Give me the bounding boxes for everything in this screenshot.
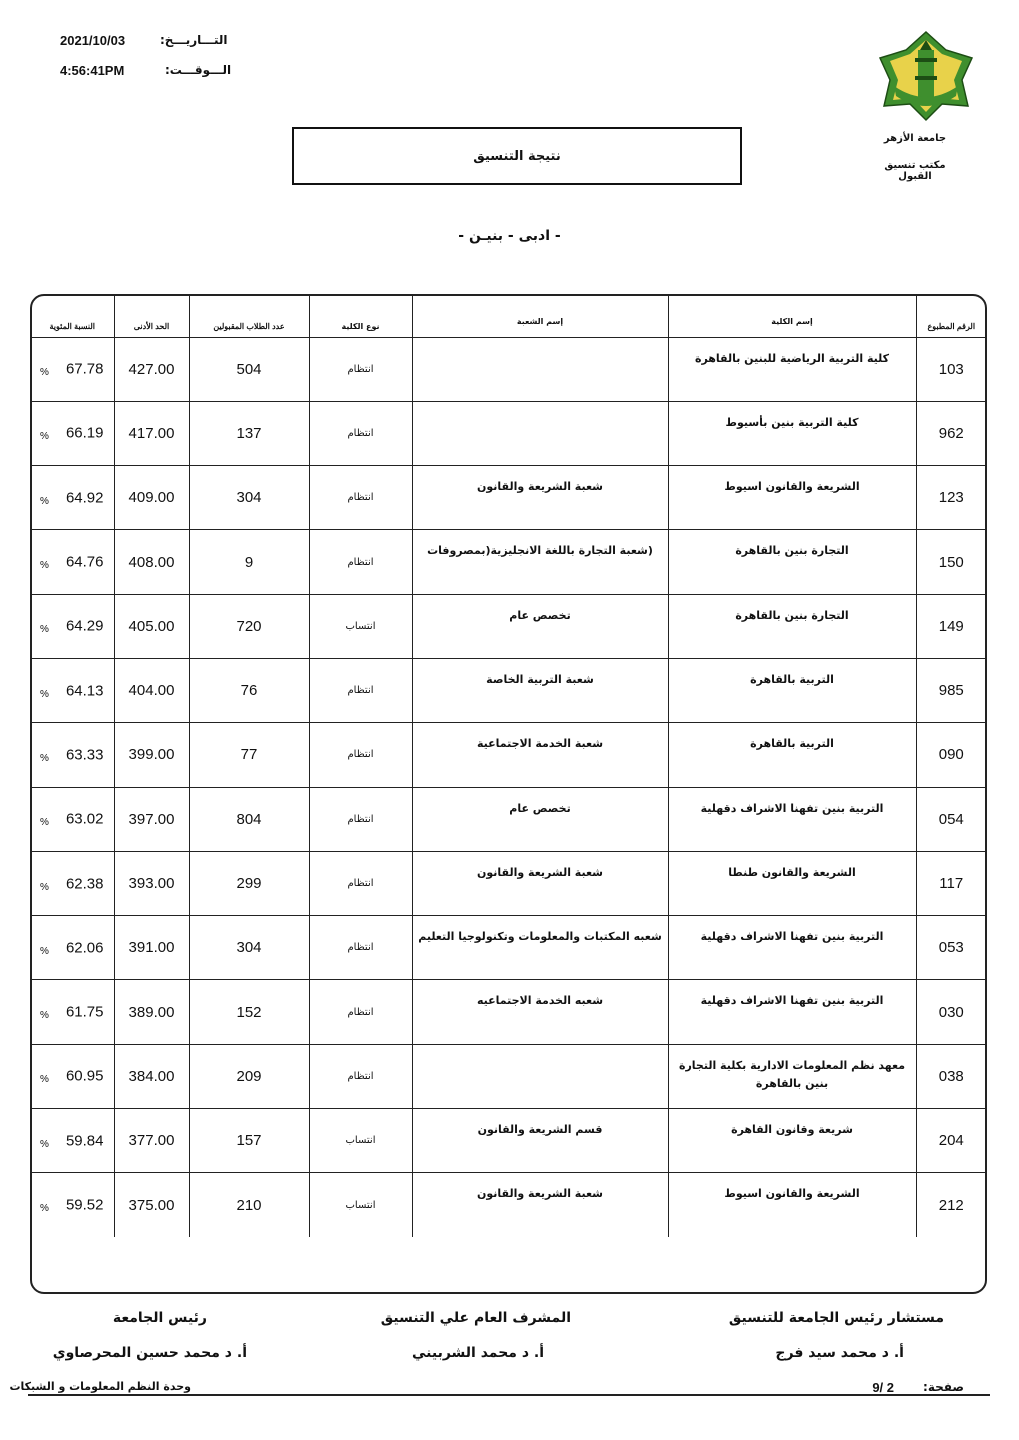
cell-accepted: 210	[189, 1173, 309, 1237]
cell-code: 117	[916, 851, 986, 915]
cell-faculty: الشريعة والقانون اسيوط	[668, 466, 916, 530]
cell-accepted: 137	[189, 401, 309, 465]
advisor-name: أ. د محمد سيد فرج	[775, 1345, 904, 1361]
cell-type: انتظام	[309, 401, 412, 465]
col-header-type: نوع الكلية	[309, 295, 412, 337]
cell-type: انتظام	[309, 1044, 412, 1108]
cell-code: 090	[916, 723, 986, 787]
cell-min-score: 384.00	[114, 1044, 189, 1108]
percent-sign: %	[40, 688, 49, 700]
table-row	[31, 594, 986, 658]
percent-value: 60.95	[65, 1067, 104, 1085]
percent-value: 62.06	[65, 939, 104, 957]
percent-value: 64.92	[65, 489, 104, 507]
cell-code: 149	[916, 594, 986, 658]
percent-value: 62.38	[65, 875, 104, 893]
cell-min-score: 377.00	[114, 1109, 189, 1173]
table-row	[31, 1173, 986, 1237]
cell-percent	[31, 1044, 114, 1108]
table-row	[31, 723, 986, 787]
cell-code: 204	[916, 1109, 986, 1173]
cell-type: انتظام	[309, 466, 412, 530]
cell-type: انتظام	[309, 916, 412, 980]
percent-sign: %	[40, 817, 49, 829]
percent-sign: %	[40, 367, 49, 379]
cell-min-score: 391.00	[114, 916, 189, 980]
cell-type: انتظام	[309, 337, 412, 401]
cell-percent	[31, 787, 114, 851]
university-name: جامعة الأزهر	[883, 133, 947, 144]
table-row	[31, 337, 986, 401]
cell-accepted: 209	[189, 1044, 309, 1108]
cell-type: انتظام	[309, 530, 412, 594]
cell-percent	[31, 1173, 114, 1237]
percent-value: 63.33	[65, 746, 104, 764]
percent-sign: %	[40, 495, 49, 507]
percent-sign: %	[40, 1203, 49, 1215]
col-header-division: إسم الشعبة	[412, 295, 668, 337]
page-number: 9/ 2	[872, 1380, 894, 1395]
cell-min-score: 393.00	[114, 851, 189, 915]
cell-accepted: 76	[189, 658, 309, 722]
cell-min-score: 409.00	[114, 466, 189, 530]
cell-division: شعبه الخدمة الاجتماعيه	[412, 980, 668, 1044]
percent-value: 67.78	[65, 360, 104, 378]
cell-code: 054	[916, 787, 986, 851]
cell-division: شعبة التربية الخاصة	[412, 658, 668, 722]
cell-faculty: التجارة بنين بالقاهرة	[668, 594, 916, 658]
cell-division	[412, 401, 668, 465]
col-header-accepted: عدد الطلاب المقبولين	[189, 295, 309, 337]
date-value: 2021/10/03	[60, 33, 126, 48]
cell-division: (شعبة التجارة باللغة الانجليزية(بمصروفات	[412, 530, 668, 594]
cell-percent	[31, 723, 114, 787]
cell-percent	[31, 658, 114, 722]
table-row	[31, 401, 986, 465]
cell-code: 038	[916, 1044, 986, 1108]
cell-accepted: 304	[189, 466, 309, 530]
cell-min-score: 404.00	[114, 658, 189, 722]
cell-division: شعبه المكتبات والمعلومات وتكنولوجيا التعليم	[412, 916, 668, 980]
table-row	[31, 787, 986, 851]
cell-code: 150	[916, 530, 986, 594]
col-header-faculty: إسم الكلية	[668, 295, 916, 337]
cell-code: 123	[916, 466, 986, 530]
table-row	[31, 658, 986, 722]
percent-sign: %	[40, 560, 49, 572]
cell-division: شعبة الخدمة الاجتماعية	[412, 723, 668, 787]
cell-percent	[31, 466, 114, 530]
cell-percent	[31, 594, 114, 658]
cell-faculty: التربية بالقاهرة	[668, 723, 916, 787]
cell-faculty: معهد نظم المعلومات الادارية بكلية التجارة بنين بالقاهرة	[668, 1044, 916, 1108]
cell-division: قسم الشريعة والقانون	[412, 1109, 668, 1173]
percent-sign: %	[40, 1010, 49, 1022]
cell-faculty: التربية بنين تفهنا الاشراف دقهلية	[668, 916, 916, 980]
cell-faculty: كلية التربية الرياضية للبنين بالقاهرة	[668, 337, 916, 401]
cell-division: شعبة الشريعة والقانون	[412, 1173, 668, 1237]
cell-accepted: 152	[189, 980, 309, 1044]
cell-min-score: 399.00	[114, 723, 189, 787]
cell-faculty: كلية التربية بنين بأسيوط	[668, 401, 916, 465]
cell-type: انتظام	[309, 723, 412, 787]
table-header-row	[31, 295, 986, 337]
cell-division	[412, 1044, 668, 1108]
cell-type: انتظام	[309, 787, 412, 851]
cell-faculty: شريعة وقانون القاهرة	[668, 1109, 916, 1173]
percent-value: 64.29	[65, 617, 104, 635]
unit-name: وحدة النظم المعلومات و الشبكات	[9, 1380, 191, 1393]
percent-sign: %	[40, 431, 49, 443]
table-row	[31, 851, 986, 915]
footer-rule	[28, 1394, 990, 1396]
cell-type: انتظام	[309, 658, 412, 722]
cell-code: 030	[916, 980, 986, 1044]
cell-division: شعبة الشريعة والقانون	[412, 466, 668, 530]
percent-value: 59.84	[65, 1132, 104, 1150]
cell-accepted: 720	[189, 594, 309, 658]
cell-percent	[31, 530, 114, 594]
cell-percent	[31, 1109, 114, 1173]
col-header-percent: النسبة المئوية	[31, 295, 114, 337]
cell-min-score: 427.00	[114, 337, 189, 401]
percent-sign: %	[40, 945, 49, 957]
cell-code: 985	[916, 658, 986, 722]
cell-accepted: 9	[189, 530, 309, 594]
cell-min-score: 417.00	[114, 401, 189, 465]
office-name: مكتب تنسيق القبول	[884, 160, 946, 182]
table-row	[31, 1109, 986, 1173]
cell-faculty: التجارة بنين بالقاهرة	[668, 530, 916, 594]
cell-code: 962	[916, 401, 986, 465]
cell-accepted: 77	[189, 723, 309, 787]
cell-min-score: 405.00	[114, 594, 189, 658]
cell-type: انتظام	[309, 980, 412, 1044]
table-row	[31, 530, 986, 594]
cell-percent	[31, 337, 114, 401]
cell-faculty: التربية بنين تفهنا الاشراف دقهلية	[668, 787, 916, 851]
cell-min-score: 375.00	[114, 1173, 189, 1237]
cell-code: 053	[916, 916, 986, 980]
advisor-title: مستشار رئيس الجامعة للتنسيق	[728, 1310, 944, 1326]
cell-division	[412, 337, 668, 401]
cell-faculty: التربية بالقاهرة	[668, 658, 916, 722]
table-row	[31, 916, 986, 980]
president-name: أ. د محمد حسين المحرصاوي	[52, 1345, 247, 1361]
supervisor-title: المشرف العام علي التنسيق	[380, 1310, 571, 1326]
percent-sign: %	[40, 1138, 49, 1150]
percent-sign: %	[40, 624, 49, 636]
report-title-box	[292, 127, 742, 185]
cell-accepted: 504	[189, 337, 309, 401]
cell-accepted: 299	[189, 851, 309, 915]
university-logo	[872, 28, 980, 124]
percent-value: 63.02	[65, 810, 104, 828]
time-value: 4:56:41PM	[60, 63, 125, 78]
percent-value: 64.13	[65, 682, 104, 700]
date-label: التـــاريـــخ:	[160, 33, 228, 47]
cell-percent	[31, 851, 114, 915]
table-row	[31, 466, 986, 530]
cell-division: تخصص عام	[412, 594, 668, 658]
cell-type: انتساب	[309, 594, 412, 658]
cell-faculty: الشريعة والقانون طنطا	[668, 851, 916, 915]
col-header-code: الرقم المطبوع	[916, 295, 986, 337]
results-table	[31, 295, 986, 1237]
time-label: الـــوقـــت:	[165, 63, 232, 77]
col-header-min-score: الحد الأدنى	[114, 295, 189, 337]
cell-code: 103	[916, 337, 986, 401]
cell-faculty: الشريعة والقانون اسيوط	[668, 1173, 916, 1237]
percent-sign: %	[40, 1074, 49, 1086]
report-subtitle: - ادبى - بنيـن -	[458, 228, 561, 244]
supervisor-name: أ. د محمد الشربيني	[411, 1345, 544, 1361]
cell-percent	[31, 980, 114, 1044]
table-row	[31, 980, 986, 1044]
cell-accepted: 157	[189, 1109, 309, 1173]
percent-value: 61.75	[65, 1003, 104, 1021]
percent-value: 64.76	[65, 553, 104, 571]
cell-accepted: 304	[189, 916, 309, 980]
cell-division: تخصص عام	[412, 787, 668, 851]
percent-sign: %	[40, 752, 49, 764]
cell-type: انتظام	[309, 851, 412, 915]
cell-min-score: 397.00	[114, 787, 189, 851]
cell-code: 212	[916, 1173, 986, 1237]
percent-sign: %	[40, 881, 49, 893]
cell-type: انتساب	[309, 1109, 412, 1173]
cell-min-score: 389.00	[114, 980, 189, 1044]
president-title: رئيس الجامعة	[112, 1310, 207, 1326]
cell-type: انتساب	[309, 1173, 412, 1237]
cell-division: شعبة الشريعة والقانون	[412, 851, 668, 915]
report-title: نتيجة التنسيق	[473, 148, 561, 164]
table-row	[31, 1044, 986, 1108]
cell-min-score: 408.00	[114, 530, 189, 594]
cell-percent	[31, 401, 114, 465]
percent-value: 59.52	[65, 1196, 104, 1214]
page-label: صفحة:	[923, 1380, 964, 1394]
percent-value: 66.19	[65, 424, 104, 442]
cell-faculty: التربية بنين تفهنا الاشراف دقهلية	[668, 980, 916, 1044]
cell-accepted: 804	[189, 787, 309, 851]
cell-percent	[31, 916, 114, 980]
